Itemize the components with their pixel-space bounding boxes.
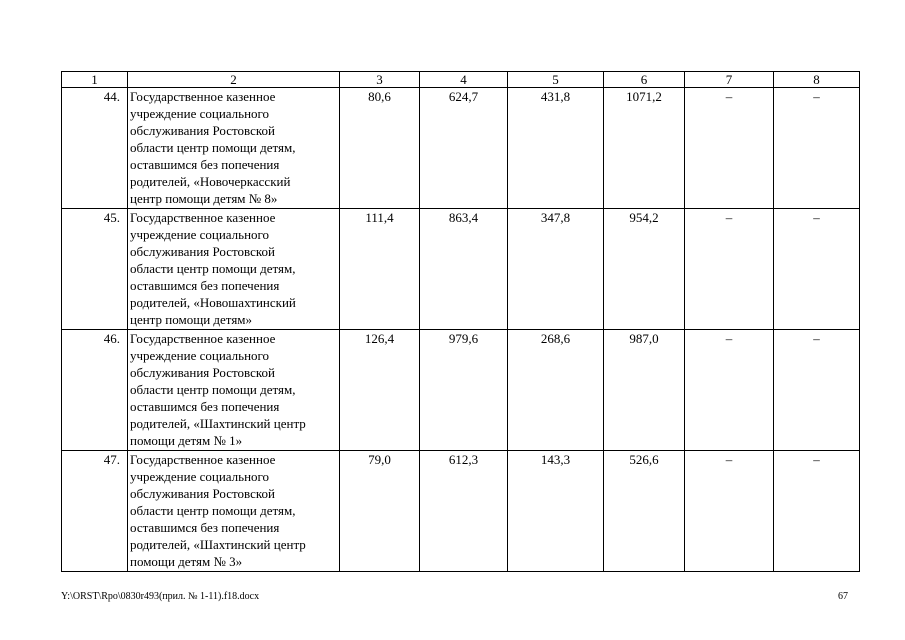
budget-table	[61, 71, 860, 572]
file-path-footer: Y:\ORST\Rpo\0830r493(прил. № 1-11).f18.docx	[61, 591, 260, 602]
cell-value: 111,4	[340, 209, 420, 330]
cell-value: 126,4	[340, 330, 420, 451]
institution-name: Государственное казенное учреждение социального обслуживания Ростовской области центр помощи детям, оставшимся без попечения родителей, «Шахтинский центр помощи детям № 1»	[128, 330, 340, 451]
cell-value: –	[774, 451, 860, 572]
row-number: 45.	[62, 209, 128, 330]
cell-value: 987,0	[604, 330, 685, 451]
cell-value: 80,6	[340, 88, 420, 209]
row-number: 47.	[62, 451, 128, 572]
cell-value: 431,8	[508, 88, 604, 209]
cell-value: 954,2	[604, 209, 685, 330]
column-header: 5	[508, 72, 604, 88]
column-header: 1	[62, 72, 128, 88]
cell-value: –	[774, 209, 860, 330]
cell-value: –	[774, 88, 860, 209]
institution-name: Государственное казенное учреждение социального обслуживания Ростовской области центр помощи детям, оставшимся без попечения родителей, «Новочеркасский центр помощи детям № 8»	[128, 88, 340, 209]
cell-value: 624,7	[420, 88, 508, 209]
table-row	[62, 209, 860, 330]
cell-value: 863,4	[420, 209, 508, 330]
column-header: 8	[774, 72, 860, 88]
cell-value: 268,6	[508, 330, 604, 451]
table-header-row	[62, 72, 860, 88]
cell-value: 526,6	[604, 451, 685, 572]
table-row	[62, 330, 860, 451]
cell-value: –	[685, 209, 774, 330]
cell-value: –	[685, 330, 774, 451]
institution-name: Государственное казенное учреждение социального обслуживания Ростовской области центр помощи детям, оставшимся без попечения родителей, «Шахтинский центр помощи детям № 3»	[128, 451, 340, 572]
column-header: 2	[128, 72, 340, 88]
table-row	[62, 451, 860, 572]
cell-value: –	[774, 330, 860, 451]
column-header: 4	[420, 72, 508, 88]
row-number: 46.	[62, 330, 128, 451]
column-header: 6	[604, 72, 685, 88]
cell-value: 143,3	[508, 451, 604, 572]
cell-value: 1071,2	[604, 88, 685, 209]
cell-value: –	[685, 88, 774, 209]
cell-value: 347,8	[508, 209, 604, 330]
cell-value: 79,0	[340, 451, 420, 572]
column-header: 3	[340, 72, 420, 88]
table-row	[62, 88, 860, 209]
institution-name: Государственное казенное учреждение социального обслуживания Ростовской области центр помощи детям, оставшимся без попечения родителей, «Новошахтинский центр помощи детям»	[128, 209, 340, 330]
column-header: 7	[685, 72, 774, 88]
cell-value: 979,6	[420, 330, 508, 451]
row-number: 44.	[62, 88, 128, 209]
page-number: 67	[838, 591, 848, 602]
cell-value: –	[685, 451, 774, 572]
cell-value: 612,3	[420, 451, 508, 572]
